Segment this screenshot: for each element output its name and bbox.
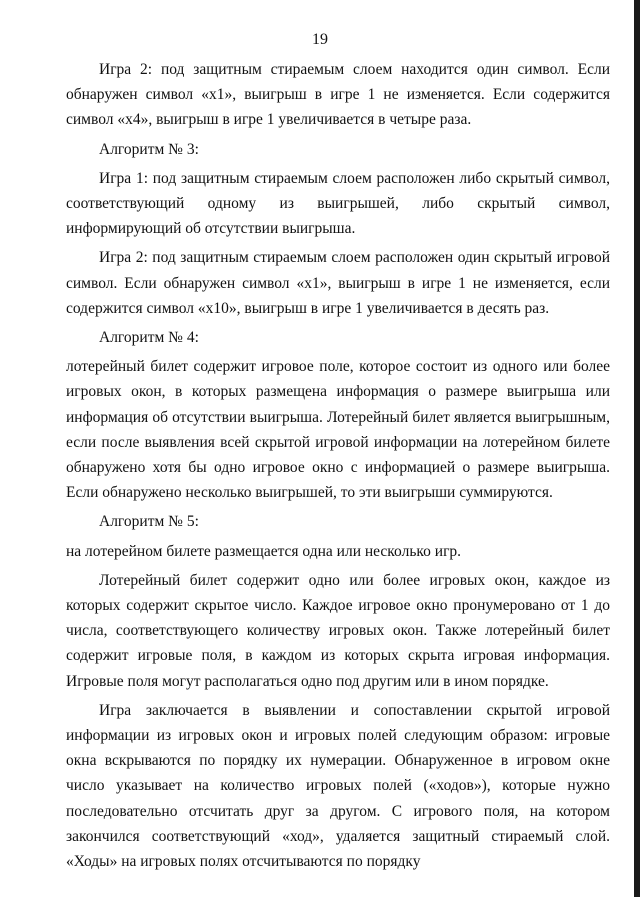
paragraph-algo5-game: Игра заключается в выявлении и сопоставлении скрытой игровой информации из игровых окон и игровых полей следующим образом: игровые окна вскрываются по порядку их нумерации. Обнаруженное в игровом окне число указывает на количество игровых полей («ходов»), которые нужно последовательно отсчитать друг за другом. С игрового поля, на котором закончился соответствующий «ход», удаляется защитный стираемый слой. «Ходы» на игровых полях отсчитываются по порядку: [66, 701, 610, 871]
paragraph-algo5-windows: Лотерейный билет содержит одно или более игровых окон, каждое из которых содержит скрытое число. Каждое игровое окно пронумеровано от 1 до числа, соответствующего количеству игровых окон. Также лотерейный билет содержит игровые поля, в каждом из которых скрыта игровая информация. Игровые поля могут располагаться одно под другим или в ином порядке.: [66, 571, 610, 690]
heading-algorithm-4: Алгоритм № 4:: [99, 329, 199, 347]
document-body: [66, 57, 610, 874]
paragraph-algo3-game-1: Игра 1: под защитным стираемым слоем расположен либо скрытый символ, соответствующий одному из выигрышей, либо скрытый символ, информирующий об отсутствии выигрыша.: [66, 169, 610, 238]
paragraph-game-2: Игра 2: под защитным стираемым слоем находится один символ. Если обнаружен символ «x1», выигрыш в игре 1 не изменяется. Если содержится символ «x4», выигрыш в игре 1 увеличивается в четыре раза.: [66, 61, 610, 129]
paragraph-algo3-game-2: Игра 2: под защитным стираемым слоем расположен один скрытый игровой символ. Если обнаружен символ «x1», выигрыш в игре 1 не изменяется, если содержится символ «x10», выигрыш в игре 1 увеличивается в десять раз.: [66, 249, 610, 317]
paragraph-algo5-intro: на лотерейном билете размещается одна или несколько игр.: [66, 542, 462, 560]
heading-algorithm-5: Алгоритм № 5:: [99, 513, 199, 531]
paragraph-algo4-ticket: лотерейный билет содержит игровое поле, которое состоит из одного или более игровых окон, в которых размещена информация о размере выигрыша или информация об отсутствии выигрыша. Лотерейный билет является выигрышным, если после выявления всей скрытой игровой информации на лотерейном билете обнаружено хотя бы одно игровое окно с информацией о размере выигрыша. Если обнаружено несколько выигрышей, то эти выигрыши суммируются.: [66, 358, 610, 502]
page-number: 19: [312, 31, 328, 48]
heading-algorithm-3: Алгоритм № 3:: [99, 140, 199, 158]
scan-edge: [634, 0, 640, 897]
